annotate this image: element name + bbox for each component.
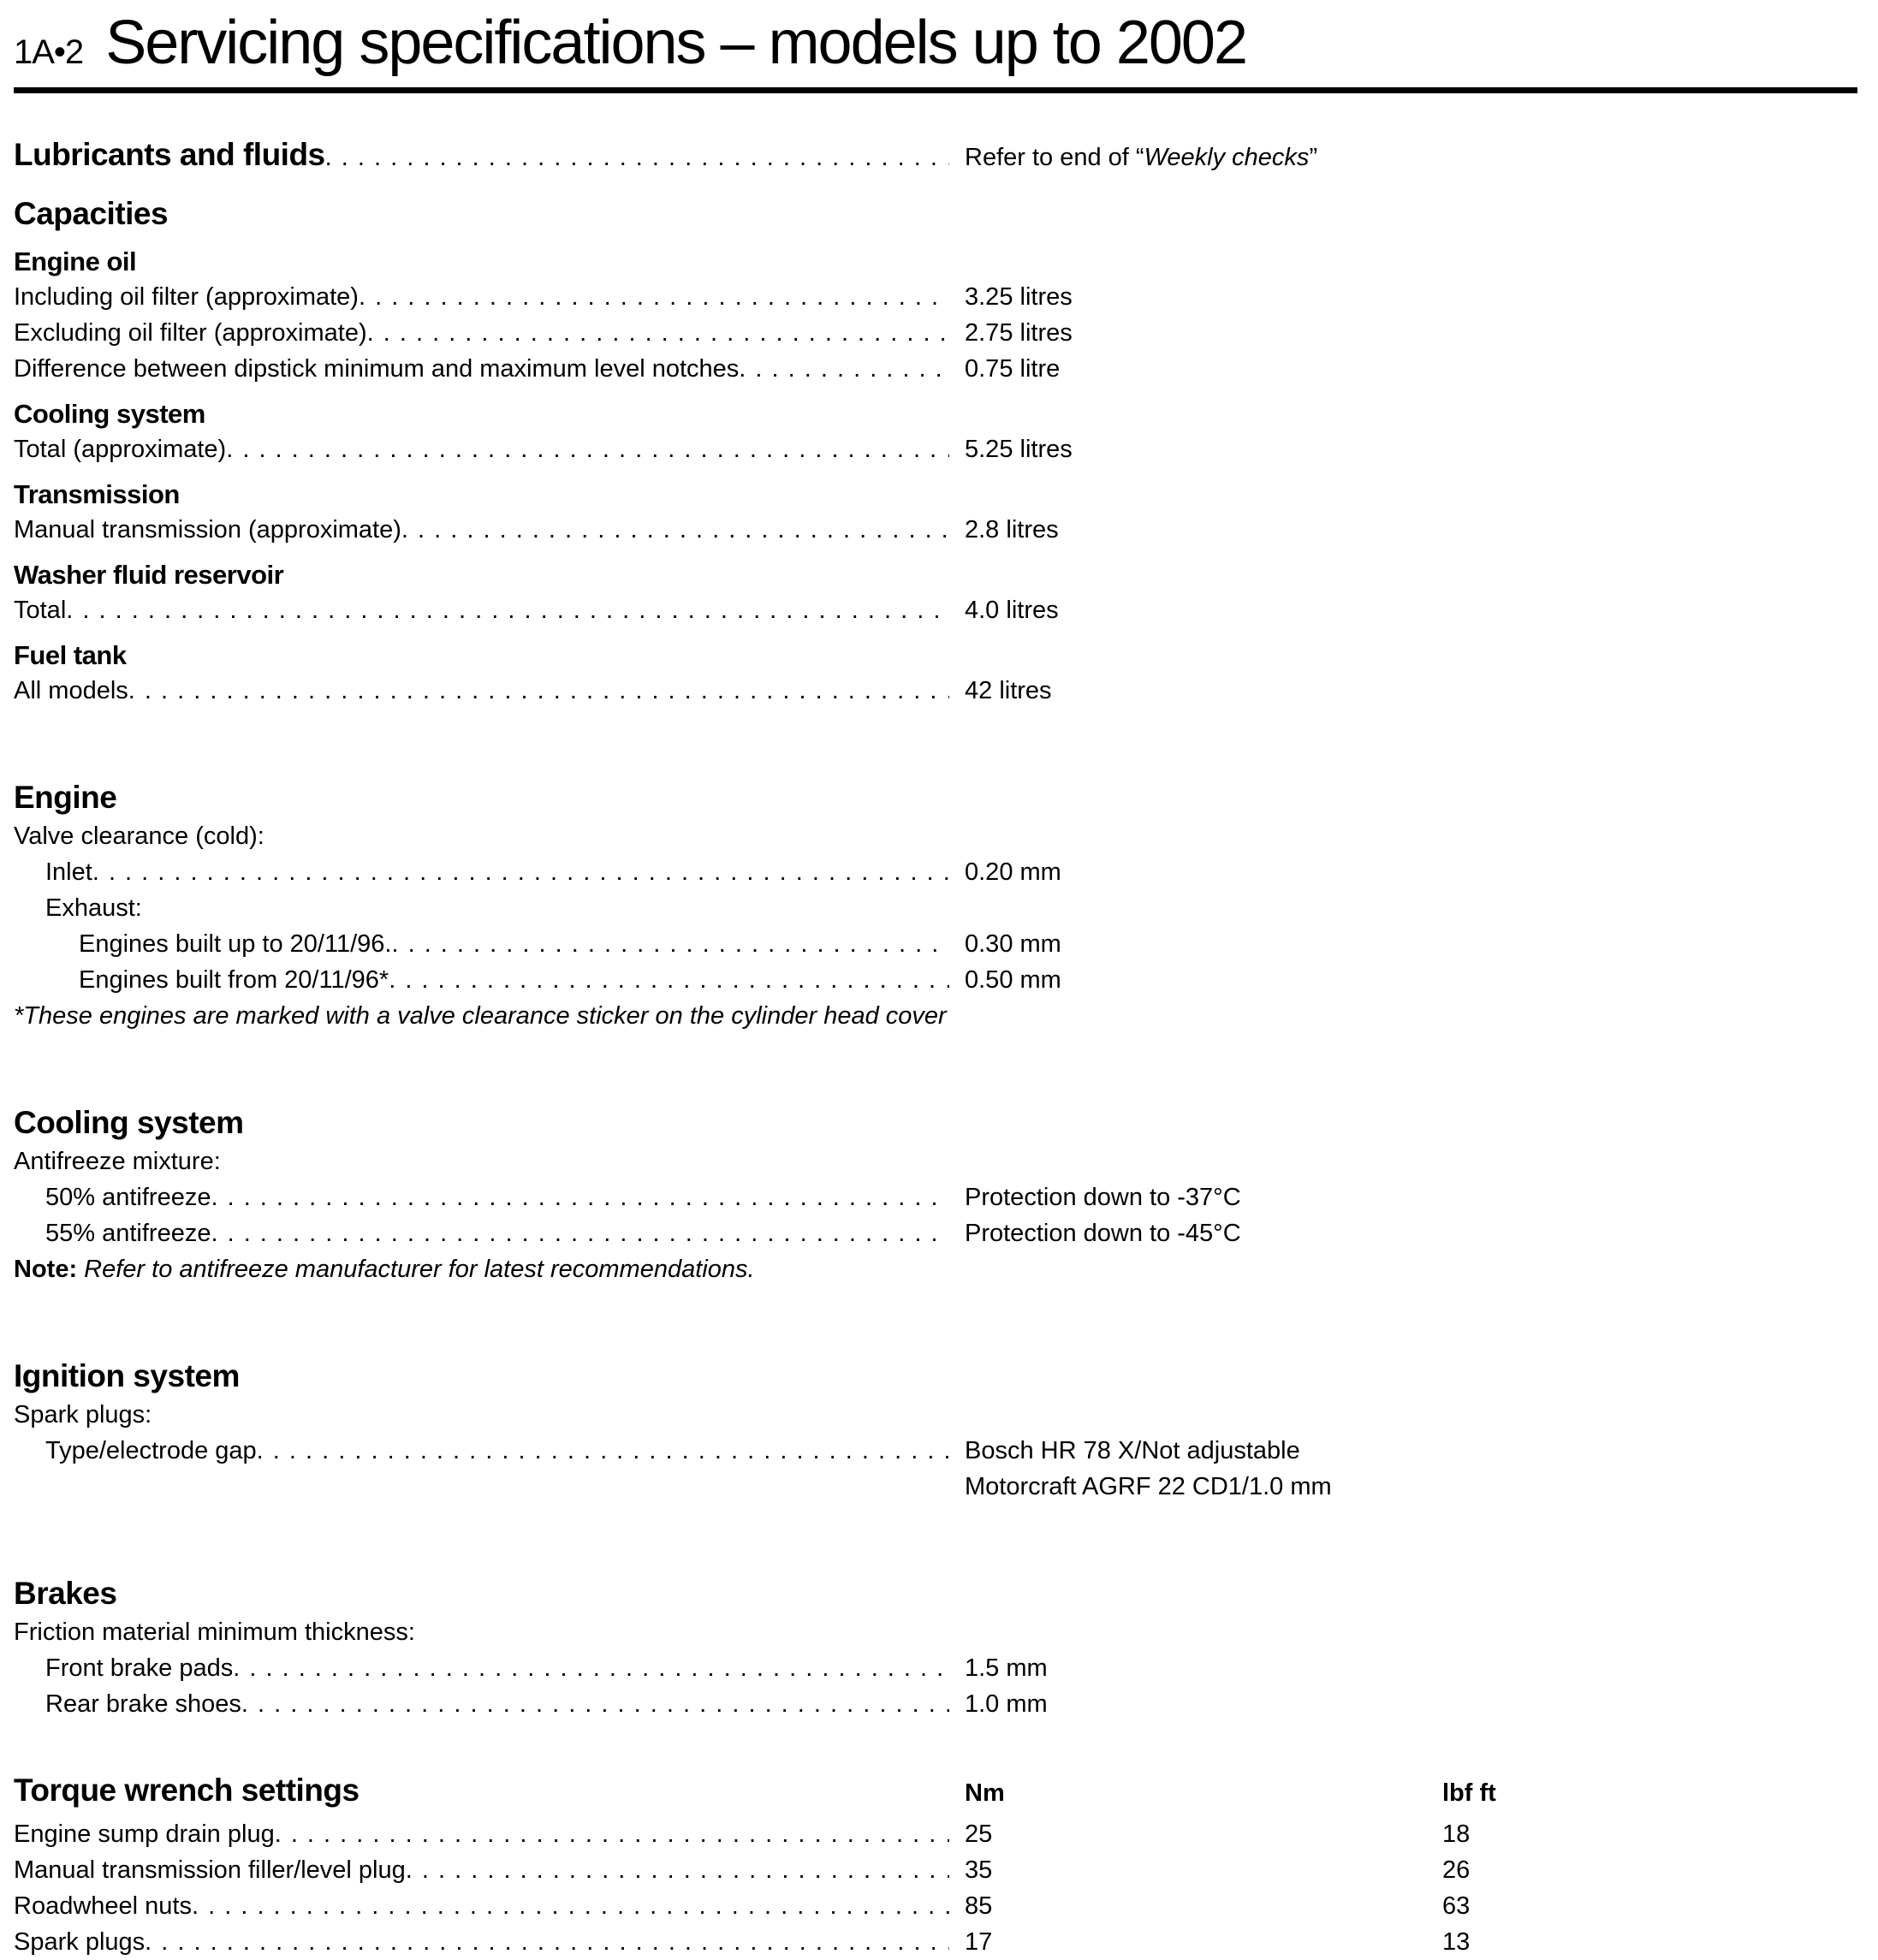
spec-row <box>14 279 1857 315</box>
spec-label: Spark plugs <box>14 1928 146 1956</box>
dot-leader <box>367 315 949 351</box>
torque-value-lbfft: 63 <box>1442 1892 1471 1920</box>
spec-row <box>14 351 1857 387</box>
label-and-leader <box>14 926 965 962</box>
spec-label-line: Friction material minimum thickness: <box>14 1618 415 1646</box>
sub-heading: Transmission <box>14 479 180 509</box>
spec-value: 2.75 litres <box>965 319 1073 347</box>
torque-value-nm: 35 <box>965 1856 993 1884</box>
spec-value: 3.25 litres <box>965 283 1073 311</box>
spec-row <box>14 854 1857 890</box>
label-and-leader <box>14 351 965 387</box>
spec-value: Protection down to -45°C <box>965 1220 1241 1247</box>
torque-col-nm: Nm <box>965 1779 1005 1807</box>
spec-value-continuation: Motorcraft AGRF 22 CD1/1.0 mm <box>965 1473 1332 1500</box>
spec-value: 1.0 mm <box>965 1690 1048 1718</box>
section-heading: Brakes <box>14 1576 117 1611</box>
text-part: Note: <box>14 1256 78 1283</box>
spec-value: 0.50 mm <box>965 966 1061 994</box>
dot-leader <box>192 1888 949 1924</box>
spec-label: Excluding oil filter (approximate) <box>14 319 367 347</box>
spec-label: Front brake pads <box>45 1654 234 1682</box>
section-heading: Engine <box>14 780 117 815</box>
text-part: Refer to antifreeze manufacturer for latest recommendations. <box>77 1256 755 1283</box>
label-and-leader <box>14 1816 965 1852</box>
spec-label: Including oil filter (approximate) <box>14 283 359 311</box>
spec-label-line: Exhaust: <box>45 894 142 922</box>
spec-row <box>14 673 1857 709</box>
dot-leader <box>275 1816 949 1852</box>
sub-heading: Engine oil <box>14 246 137 276</box>
page-header <box>14 0 1857 93</box>
spec-label: Type/electrode gap <box>45 1437 257 1464</box>
torque-value-nm: 17 <box>965 1928 993 1956</box>
spec-row <box>14 315 1857 351</box>
torque-row <box>14 1852 1857 1888</box>
spec-value: 0.75 litre <box>965 355 1061 383</box>
label-and-leader <box>14 512 965 548</box>
dot-leader <box>128 673 949 709</box>
torque-table-header <box>14 1770 1857 1811</box>
label-and-leader <box>14 1433 965 1469</box>
text-part: Weekly checks <box>1144 144 1310 171</box>
spec-row <box>14 1650 1857 1686</box>
dot-leader <box>401 512 949 548</box>
text-part: Refer to end of “ <box>965 144 1144 171</box>
spec-value: 0.30 mm <box>965 930 1061 958</box>
spec-label: Inlet <box>45 858 92 886</box>
spec-label: Total <box>14 597 67 624</box>
text-part: *These engines are marked with a valve clearance sticker on the cylinder head cover <box>14 1002 947 1030</box>
label-and-leader <box>14 1650 965 1686</box>
spec-row <box>14 512 1857 548</box>
text-part: ” <box>1309 144 1318 171</box>
label-and-leader <box>14 431 965 467</box>
dot-leader <box>66 592 949 628</box>
spec-row <box>14 1686 1857 1722</box>
dot-leader <box>233 1650 949 1686</box>
spec-label: Difference between dipstick minimum and maximum level notches <box>14 355 740 383</box>
torque-row <box>14 1888 1857 1924</box>
spec-label: Rear brake shoes <box>45 1690 241 1718</box>
spec-label: Engine sump drain plug <box>14 1820 275 1848</box>
spec-value: 42 litres <box>965 677 1052 704</box>
spec-row <box>14 431 1857 467</box>
spec-value: 5.25 litres <box>965 436 1073 463</box>
dot-leader <box>211 1215 949 1251</box>
dot-leader <box>389 962 949 998</box>
label-and-leader <box>14 315 965 351</box>
label-and-leader <box>14 279 965 315</box>
spec-label: Manual transmission filler/level plug <box>14 1856 406 1884</box>
spec-content <box>14 93 1857 1960</box>
spec-label: Engines built up to 20/11/96. <box>79 930 392 958</box>
spec-row <box>14 592 1857 628</box>
torque-value-nm: 25 <box>965 1820 993 1848</box>
footnote <box>14 998 1857 1034</box>
dot-leader <box>241 1686 949 1722</box>
torque-value-nm: 85 <box>965 1892 993 1920</box>
sub-heading: Fuel tank <box>14 640 127 670</box>
dot-leader <box>92 854 949 890</box>
torque-col-lbfft: lbf ft <box>1442 1779 1496 1807</box>
dot-leader <box>391 926 949 962</box>
label-and-leader <box>14 962 965 998</box>
spec-label: Total (approximate) <box>14 436 227 463</box>
dot-leader <box>325 137 949 178</box>
torque-value-lbfft: 26 <box>1442 1856 1471 1884</box>
dot-leader <box>406 1852 949 1888</box>
label-and-leader <box>14 1215 965 1251</box>
section-heading: Cooling system <box>14 1105 244 1140</box>
spec-value <box>965 137 1317 178</box>
spec-label: Roadwheel nuts <box>14 1892 192 1920</box>
spec-label: Manual transmission (approximate) <box>14 516 401 543</box>
torque-title: Torque wrench settings <box>14 1773 360 1808</box>
label-and-leader <box>14 1888 965 1924</box>
spec-row <box>14 1179 1857 1215</box>
dot-leader <box>226 431 949 467</box>
label-and-leader <box>14 673 965 709</box>
label-and-leader <box>14 1686 965 1722</box>
spec-value: 0.20 mm <box>965 858 1061 886</box>
page-title: Servicing specifications – models up to 2002 <box>105 9 1246 77</box>
sub-heading: Cooling system <box>14 399 205 429</box>
spec-label: Engines built from 20/11/96* <box>79 966 389 994</box>
torque-row <box>14 1816 1857 1852</box>
label-and-leader <box>14 854 965 890</box>
section-heading: Capacities <box>14 196 169 231</box>
spec-value: 4.0 litres <box>965 597 1059 624</box>
spec-row <box>14 926 1857 962</box>
spec-label: 50% antifreeze <box>45 1184 211 1211</box>
spec-value: Protection down to -37°C <box>965 1184 1241 1211</box>
spec-label-line: Spark plugs: <box>14 1401 152 1428</box>
label-and-leader <box>14 592 965 628</box>
spec-value: 2.8 litres <box>965 516 1059 543</box>
spec-row <box>14 1215 1857 1251</box>
spec-value: 1.5 mm <box>965 1654 1048 1682</box>
spec-row <box>14 1433 1857 1469</box>
spec-label: 55% antifreeze <box>45 1220 211 1247</box>
dot-leader <box>359 279 949 315</box>
spec-value: Bosch HR 78 X/Not adjustable <box>965 1437 1300 1464</box>
spec-label-line: Valve clearance (cold): <box>14 823 264 850</box>
torque-value-lbfft: 13 <box>1442 1928 1471 1956</box>
torque-value-lbfft: 18 <box>1442 1820 1471 1848</box>
spec-row <box>14 962 1857 998</box>
spec-label: Lubricants and fluids <box>14 137 325 172</box>
label-and-leader <box>14 1852 965 1888</box>
spec-label-line: Antifreeze mixture: <box>14 1148 221 1175</box>
dot-leader <box>739 351 949 387</box>
section-code: 1A•2 <box>14 33 84 71</box>
note-line <box>14 1251 1857 1287</box>
spec-row <box>14 134 1857 178</box>
dot-leader <box>211 1179 949 1215</box>
section-heading: Ignition system <box>14 1358 240 1393</box>
dot-leader <box>257 1433 949 1469</box>
spec-label: All models <box>14 677 128 704</box>
label-and-leader <box>14 134 965 178</box>
label-and-leader <box>14 1179 965 1215</box>
sub-heading: Washer fluid reservoir <box>14 560 284 590</box>
